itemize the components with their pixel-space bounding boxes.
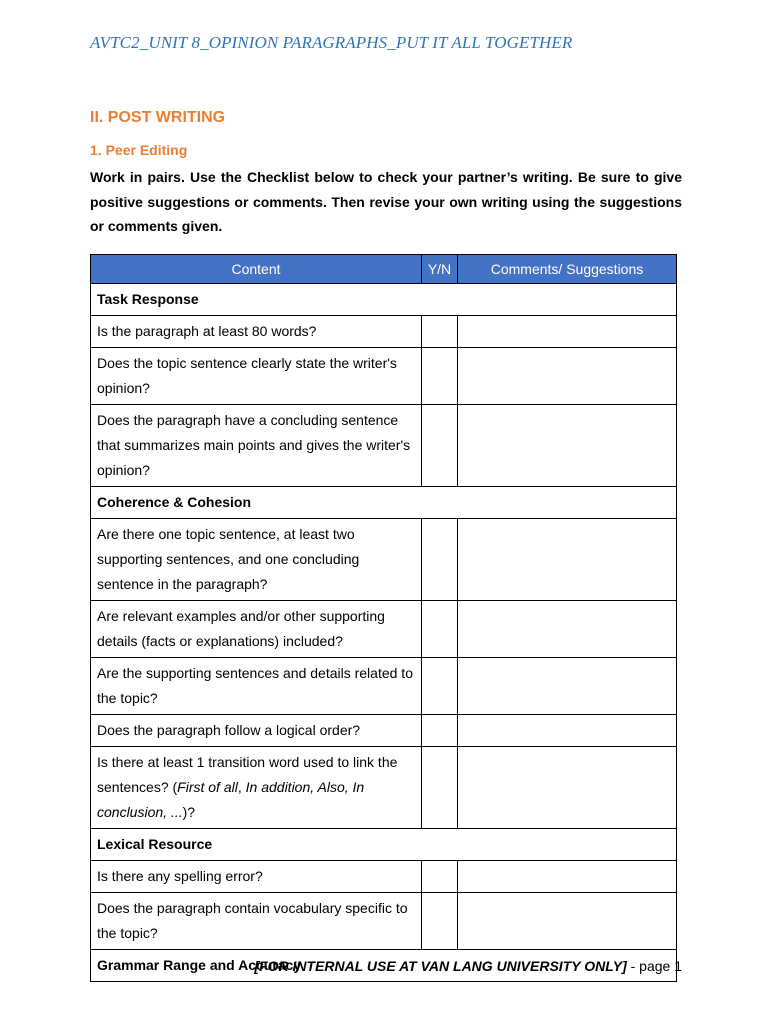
- section-heading: II. POST WRITING: [90, 109, 226, 126]
- comment-cell[interactable]: [458, 861, 677, 893]
- yn-cell[interactable]: [422, 519, 458, 601]
- question-text: )?: [182, 804, 196, 820]
- comment-cell[interactable]: [458, 601, 677, 658]
- table-row: [91, 348, 677, 405]
- peer-editing-checklist-table: [90, 254, 677, 982]
- comment-cell[interactable]: [458, 658, 677, 715]
- table-row: [91, 405, 677, 487]
- yn-cell[interactable]: [422, 715, 458, 747]
- question-cell: Does the paragraph follow a logical order?: [91, 715, 422, 747]
- transition-example: First of all: [177, 779, 238, 795]
- question-cell: Is there any spelling error?: [91, 861, 422, 893]
- subheading-peer-editing: 1. Peer Editing: [90, 142, 188, 158]
- comment-cell[interactable]: [458, 405, 677, 487]
- question-cell: Are the supporting sentences and details related to the topic?: [91, 658, 422, 715]
- question-cell: Are relevant examples and/or other supporting details (facts or explanations) included?: [91, 601, 422, 658]
- section-title-grammar: Grammar Range and Accuracy: [91, 950, 677, 982]
- table-row: [91, 316, 677, 348]
- question-cell: Does the paragraph have a concluding sentence that summarizes main points and gives the writer's opinion?: [91, 405, 422, 487]
- yn-cell[interactable]: [422, 861, 458, 893]
- question-cell: Does the topic sentence clearly state the writer's opinion?: [91, 348, 422, 405]
- question-text: Is there at least 1 transition word used to link the sentences? (: [97, 754, 398, 795]
- instructions-paragraph: Work in pairs. Use the Checklist below to check your partner’s writing. Be sure to give positive suggestions or comments. Then revise your own writing using the suggestions or comments given.: [90, 169, 682, 234]
- section-row-coherence-cohesion: [91, 487, 677, 519]
- yn-cell[interactable]: [422, 747, 458, 829]
- comment-cell[interactable]: [458, 519, 677, 601]
- question-cell: Does the paragraph contain vocabulary specific to the topic?: [91, 893, 422, 950]
- document-title: AVTC2_UNIT 8_OPINION PARAGRAPHS_PUT IT ALL TOGETHER: [90, 33, 573, 52]
- yn-cell[interactable]: [422, 348, 458, 405]
- footer-notice: [FOR INTERNAL USE AT VAN LANG UNIVERSITY ONLY]: [254, 958, 627, 974]
- yn-cell[interactable]: [422, 601, 458, 658]
- yn-cell[interactable]: [422, 405, 458, 487]
- yn-cell[interactable]: [422, 316, 458, 348]
- question-text: ,: [237, 779, 246, 795]
- section-row-task-response: [91, 284, 677, 316]
- question-cell: [91, 747, 422, 829]
- comment-cell[interactable]: [458, 316, 677, 348]
- table-row: [91, 715, 677, 747]
- table-row: [91, 861, 677, 893]
- table-row: [91, 519, 677, 601]
- section-title-task-response: Task Response: [91, 284, 677, 316]
- transition-examples: In addition, Also, In conclusion, ...: [97, 779, 365, 820]
- table-row: [91, 658, 677, 715]
- section-title-lexical-resource: Lexical Resource: [91, 829, 677, 861]
- question-cell: Are there one topic sentence, at least two supporting sentences, and one concluding sentence in the paragraph?: [91, 519, 422, 601]
- table-row: [91, 747, 677, 829]
- header-yn: Y/N: [422, 255, 458, 284]
- table-header-row: [91, 255, 677, 284]
- header-content: Content: [91, 255, 422, 284]
- yn-cell[interactable]: [422, 658, 458, 715]
- comment-cell[interactable]: [458, 893, 677, 950]
- question-cell: Is the paragraph at least 80 words?: [91, 316, 422, 348]
- table-row: [91, 601, 677, 658]
- comment-cell[interactable]: [458, 715, 677, 747]
- page-footer: [254, 958, 682, 974]
- section-title-coherence-cohesion: Coherence & Cohesion: [91, 487, 677, 519]
- comment-cell[interactable]: [458, 747, 677, 829]
- comment-cell[interactable]: [458, 348, 677, 405]
- footer-page-number: - page 1: [626, 958, 682, 974]
- table-row: [91, 893, 677, 950]
- section-row-lexical-resource: [91, 829, 677, 861]
- header-comments: Comments/ Suggestions: [458, 255, 677, 284]
- yn-cell[interactable]: [422, 893, 458, 950]
